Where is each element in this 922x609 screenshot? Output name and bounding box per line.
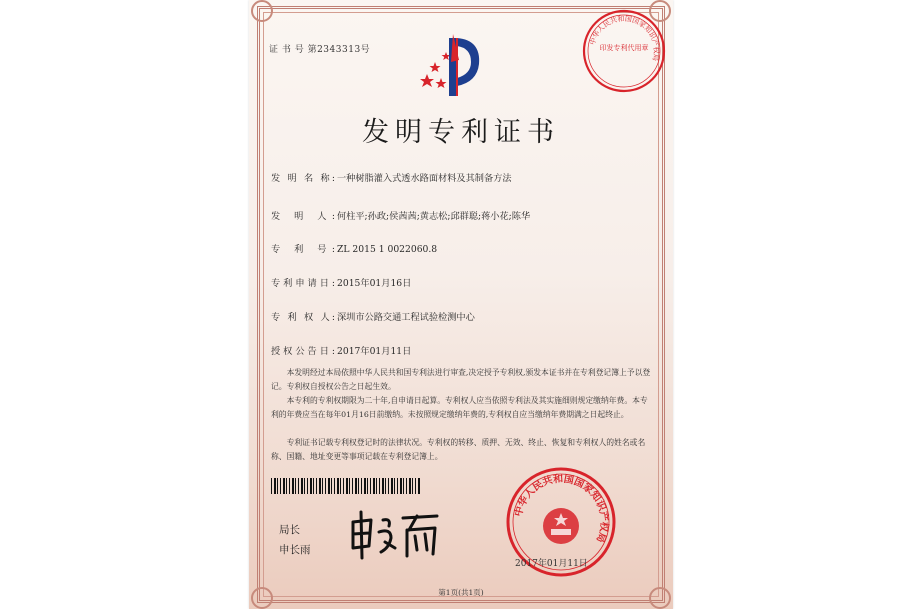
field-patent-number — [271, 241, 437, 255]
barcode — [271, 478, 421, 494]
field-value: 2015年01月16日 — [337, 278, 412, 289]
sipo-logo — [419, 30, 489, 100]
corner-ornament — [251, 0, 273, 22]
patent-certificate — [249, 0, 673, 609]
field-value: ZL 2015 1 0022060.8 — [337, 244, 438, 255]
certificate-paragraph: 专利证书记载专利权登记时的法律状况。专利权的转移、质押、无效、终止、恢复和专利权人的姓名或名称、国籍、地址变更等事项记载在专利登记簿上。 — [271, 438, 646, 461]
field-value: 一种树脂灌入式透水路面材料及其制备方法 — [337, 173, 512, 184]
field-label: 发 明 人: — [271, 211, 335, 222]
small-official-seal — [581, 8, 667, 94]
director-name: 申长雨 — [279, 544, 311, 556]
certificate-title: 发明专利证书 — [362, 117, 560, 148]
certificate-paragraph: 本发明经过本局依照中华人民共和国专利法进行审查,决定授予专利权,颁发本证书并在专利登记簿上予以登记。专利权自授权公告之日起生效。 — [271, 368, 651, 391]
small-seal-ring-text: 中华人民共和国国家知识产权局 — [588, 14, 661, 62]
field-inventors — [271, 208, 530, 222]
grant-date-stamp: 2017年01月11日 — [515, 559, 588, 569]
field-patentee — [271, 309, 475, 323]
field-application-date — [271, 275, 411, 289]
national-emblem-icon — [543, 508, 579, 544]
field-label: 专利申请日: — [271, 278, 335, 289]
field-value: 深圳市公路交通工程试验检测中心 — [337, 312, 475, 323]
field-value: 2017年01月11日 — [337, 346, 412, 357]
certificate-paragraph: 本专利的专利权期限为二十年,自申请日起算。专利权人应当依照专利法及其实施细则规定缴纳年费。本专利的年费应当在每年01月16日前缴纳。未按照规定缴纳年费的,专利权自应当缴纳年费期满之日起终止。 — [271, 396, 648, 419]
small-seal-inner-text: 印发专利代用章 — [599, 44, 649, 52]
certificate-number: 证 书 号 第2343313号 — [269, 45, 371, 55]
field-label: 专 利 权 人: — [271, 312, 335, 323]
field-invention-name — [271, 170, 512, 184]
field-grant-date — [271, 343, 411, 357]
director-signature — [347, 508, 443, 560]
director-title: 局长 — [279, 524, 300, 536]
page-footer: 第1页(共1页) — [438, 588, 484, 597]
large-seal-ring-text: 中华人民共和国国家知识产权局 — [513, 473, 610, 544]
field-label: 发 明 名 称: — [271, 173, 335, 184]
field-label: 授权公告日: — [271, 346, 335, 357]
field-value: 何柱平;孙政;侯茜茜;黄志松;邱群聪;蒋小花;陈华 — [337, 211, 531, 222]
field-label: 专 利 号: — [271, 244, 335, 255]
